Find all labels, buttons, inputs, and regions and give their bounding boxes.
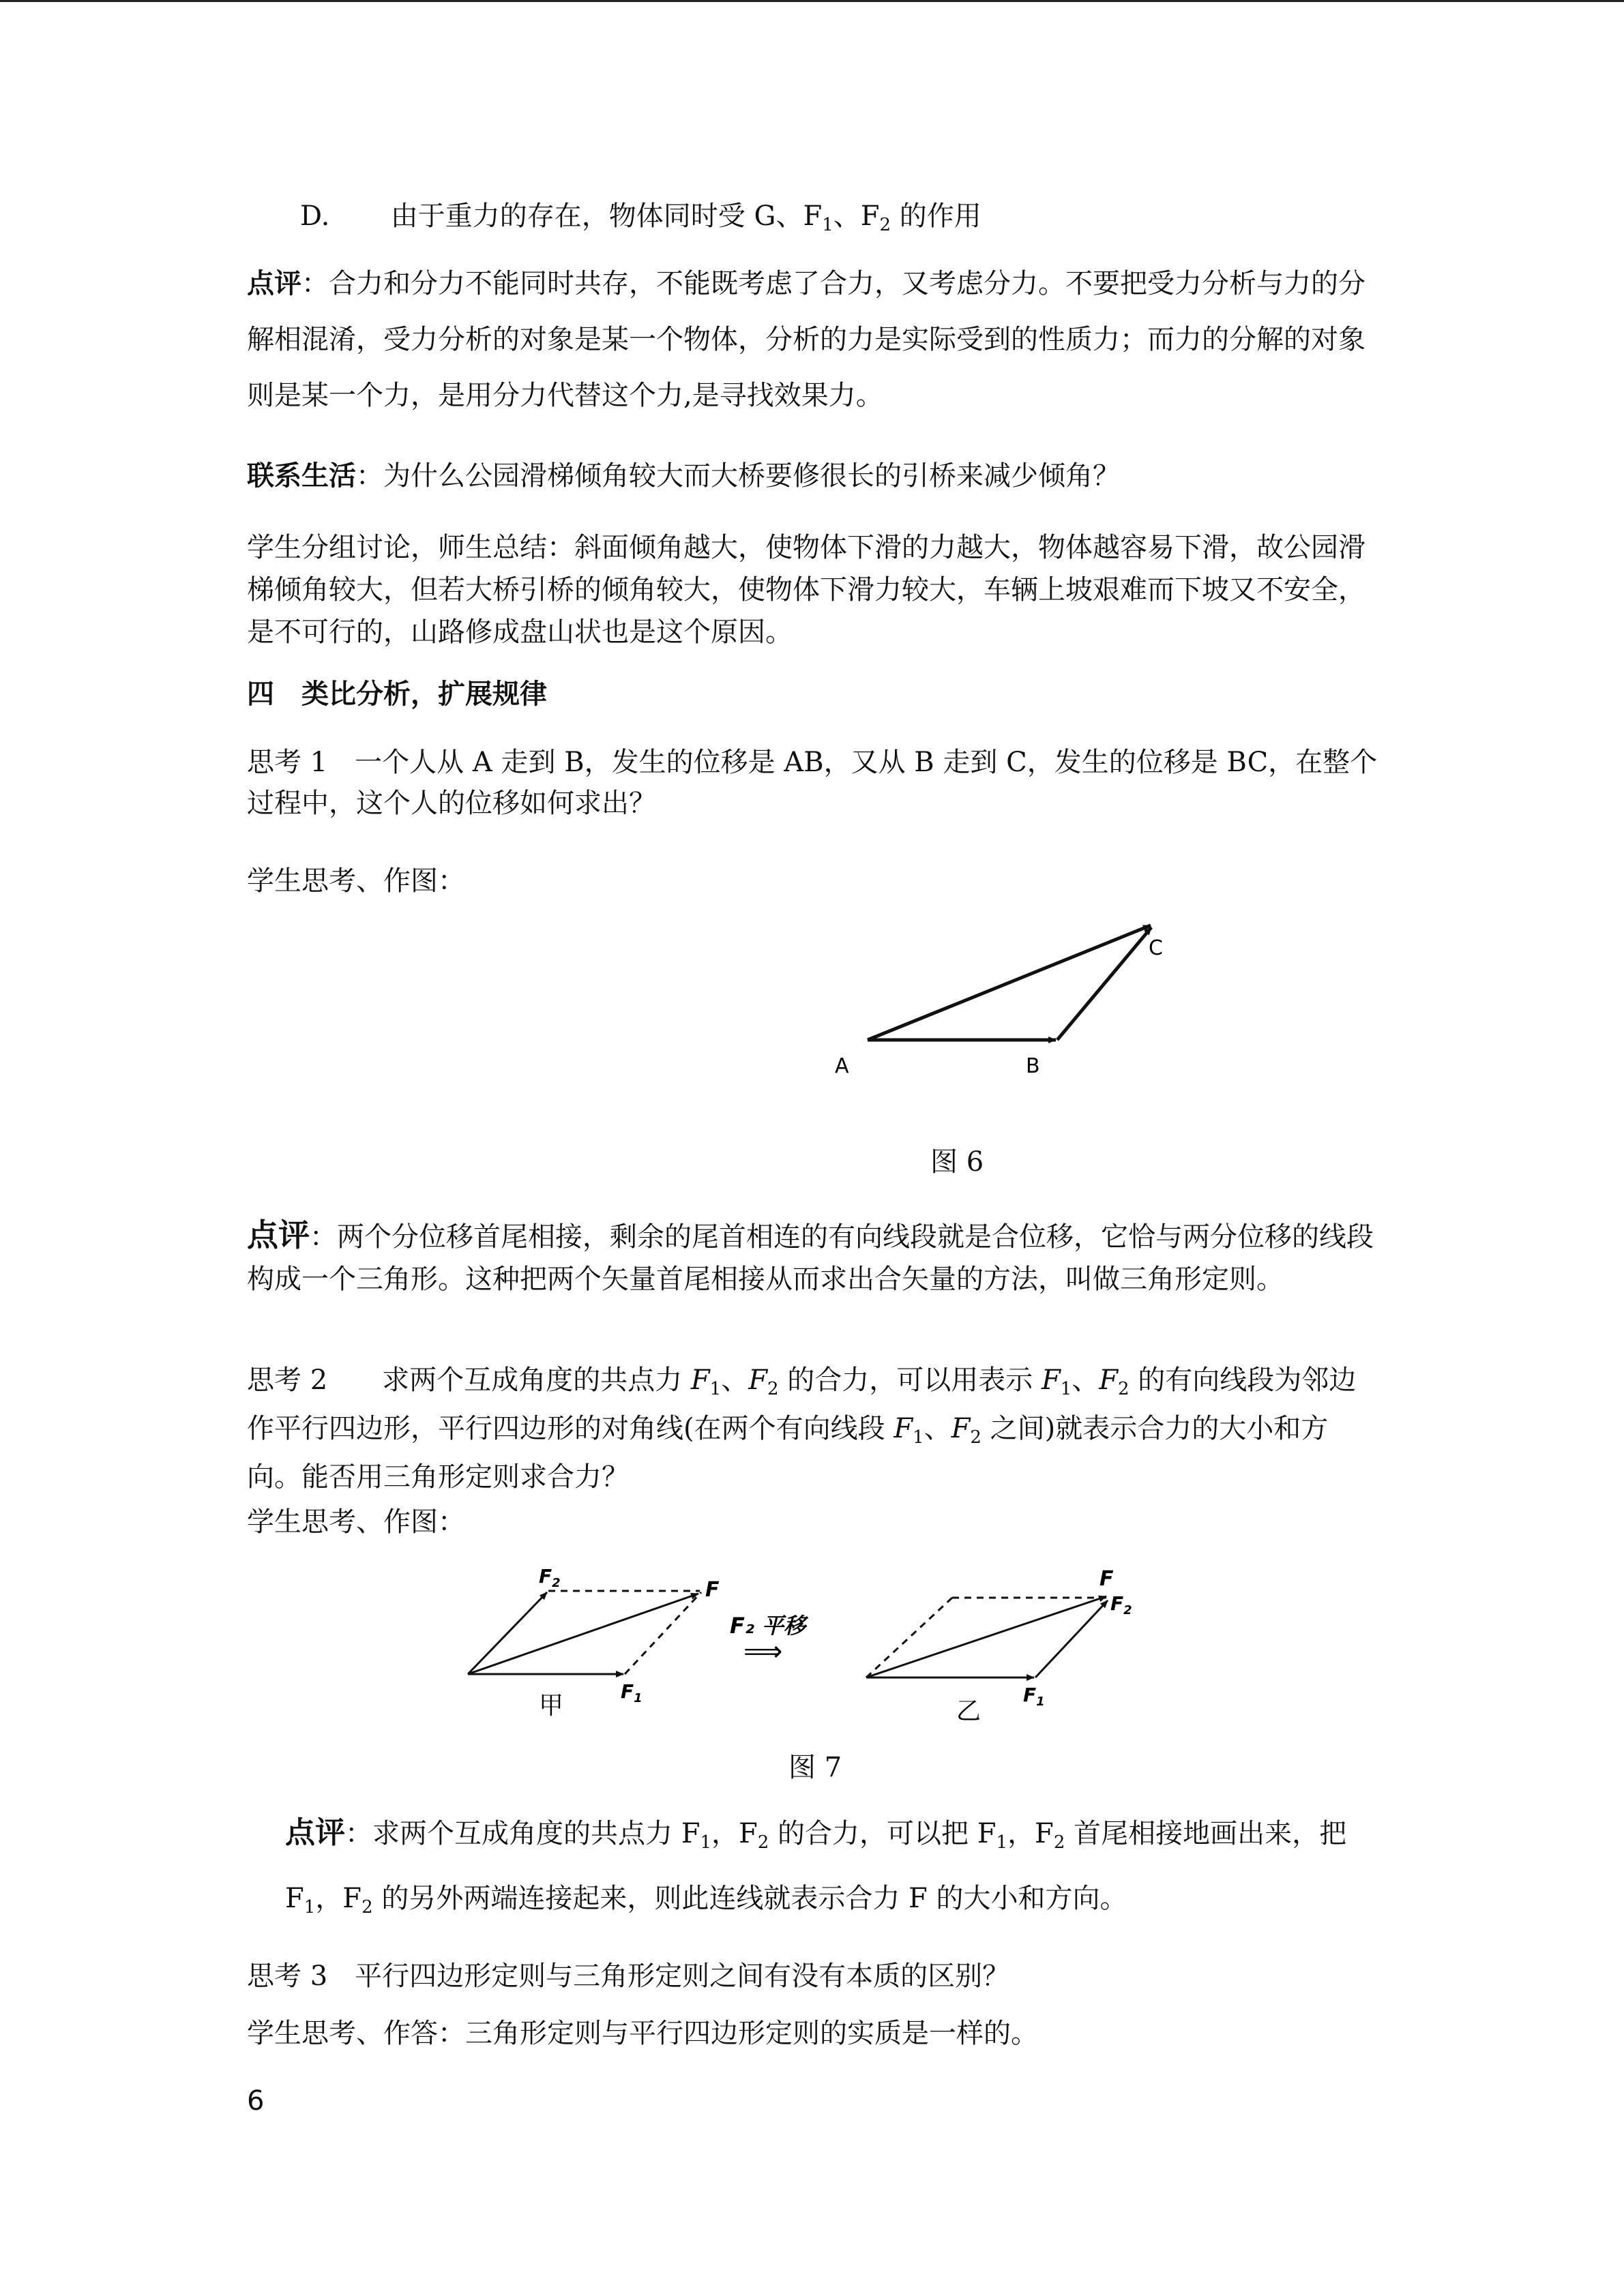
comment-2: 点评：两个分位移首尾相接，剩余的尾首相连的有向线段就是合位移，它恰与两分位移的线段构成一个三角形。这种把两个矢量首尾相接从而求出合矢量的方法，叫做三角形定则。 (247, 1217, 1374, 1295)
life-question: 联系生活：为什么公园滑梯倾角较大而大桥要修很长的引桥来减少倾角？ (247, 460, 1120, 492)
think-2: 思考 2 求两个互成角度的共点力 $F_1$、$F_2$ 的合力，可以用表示 $F_1$、$F_2$ 的有向线段为邻边作平行四边形，平行四边形的对角线(在两个有向线段 $F_1$、$F_2$ 之间)就表示合力的大小和方向。能否用三角形定则求合力？ (247, 1365, 1357, 1493)
discussion-paragraph: 学生分组讨论，师生总结：斜面倾角越大，使物体下滑的力越大，物体越容易下滑，故公园滑梯倾角较大，但若大桥引桥的倾角较大，使物体下滑力较大，车辆上坡艰难而下坡又不安全，是不可行的，山路修成盘山状也是这个原因。 (247, 532, 1365, 648)
top-border (0, 0, 1624, 2)
comment-1: 点评：合力和分力不能同时共存，不能既考虑了合力，又考虑分力。不要把受力分析与力的分解相混淆，受力分析的对象是某一个物体，分析的力是实际受到的性质力；而力的分解的对象则是某一个力，是用分力代替这个力,是寻找效果力。 (247, 267, 1365, 411)
think-1: 思考 1 一个人从 A 走到 B，发生的位移是 AB，又从 B 走到 C，发生的位移是 BC，在整个过程中，这个人的位移如何求出？ (247, 747, 1378, 819)
page-number: 6 (247, 2085, 265, 2117)
label-b: B (1026, 1054, 1040, 1078)
svg-text:乙: 乙 (956, 1697, 981, 1725)
answer-3: 学生思考、作答：三角形定则与平行四边形定则的实质是一样的。 (247, 2018, 1038, 2049)
svg-text:F2: $F_2$ (539, 1565, 561, 1590)
svg-text:F2: $F_2$ (1110, 1592, 1132, 1617)
implication-arrow: ⟹ (743, 1636, 783, 1667)
svg-text:F1: $F_1$ (621, 1680, 643, 1705)
label-c: C (1149, 936, 1163, 960)
vector-ac (868, 925, 1151, 1040)
figure-6-caption: 图 6 (930, 1146, 984, 1178)
student-draw-2: 学生思考、作图： (247, 1506, 465, 1538)
parallelogram-jia (468, 1565, 720, 1720)
option-d: D. 由于重力的存在，物体同时受 G、$F_1$、$F_2$ 的作用 (300, 200, 981, 235)
label-a: A (835, 1054, 849, 1078)
comment-3-line-2: $F_1$，$F_2$ 的另外两端连接起来，则此连线就表示合力 F 的大小和方向。 (285, 1883, 1127, 1918)
student-draw-1: 学生思考、作图： (247, 865, 465, 897)
figure-7-caption: 图 7 (788, 1752, 842, 1783)
translation-label: F₂ 平移 (730, 1613, 806, 1639)
triangle-yi (866, 1567, 1132, 1725)
figure-6 (818, 907, 1200, 1091)
figure-7 (450, 1558, 1200, 1735)
think-3: 思考 3 平行四边形定则与三角形定则之间有没有本质的区别？ (247, 1960, 1010, 1992)
svg-text:F: F (1099, 1567, 1114, 1591)
section-heading: 四 类比分析，扩展规律 (247, 678, 547, 710)
svg-text:F1: $F_1$ (1023, 1684, 1045, 1709)
svg-text:F: F (705, 1578, 720, 1602)
svg-text:甲: 甲 (539, 1692, 564, 1720)
comment-3-line-1: 点评：求两个互成角度的共点力 $F_1$，$F_2$ 的合力，可以把 $F_1$，$F_2$ 首尾相接地画出来，把 (285, 1815, 1347, 1853)
